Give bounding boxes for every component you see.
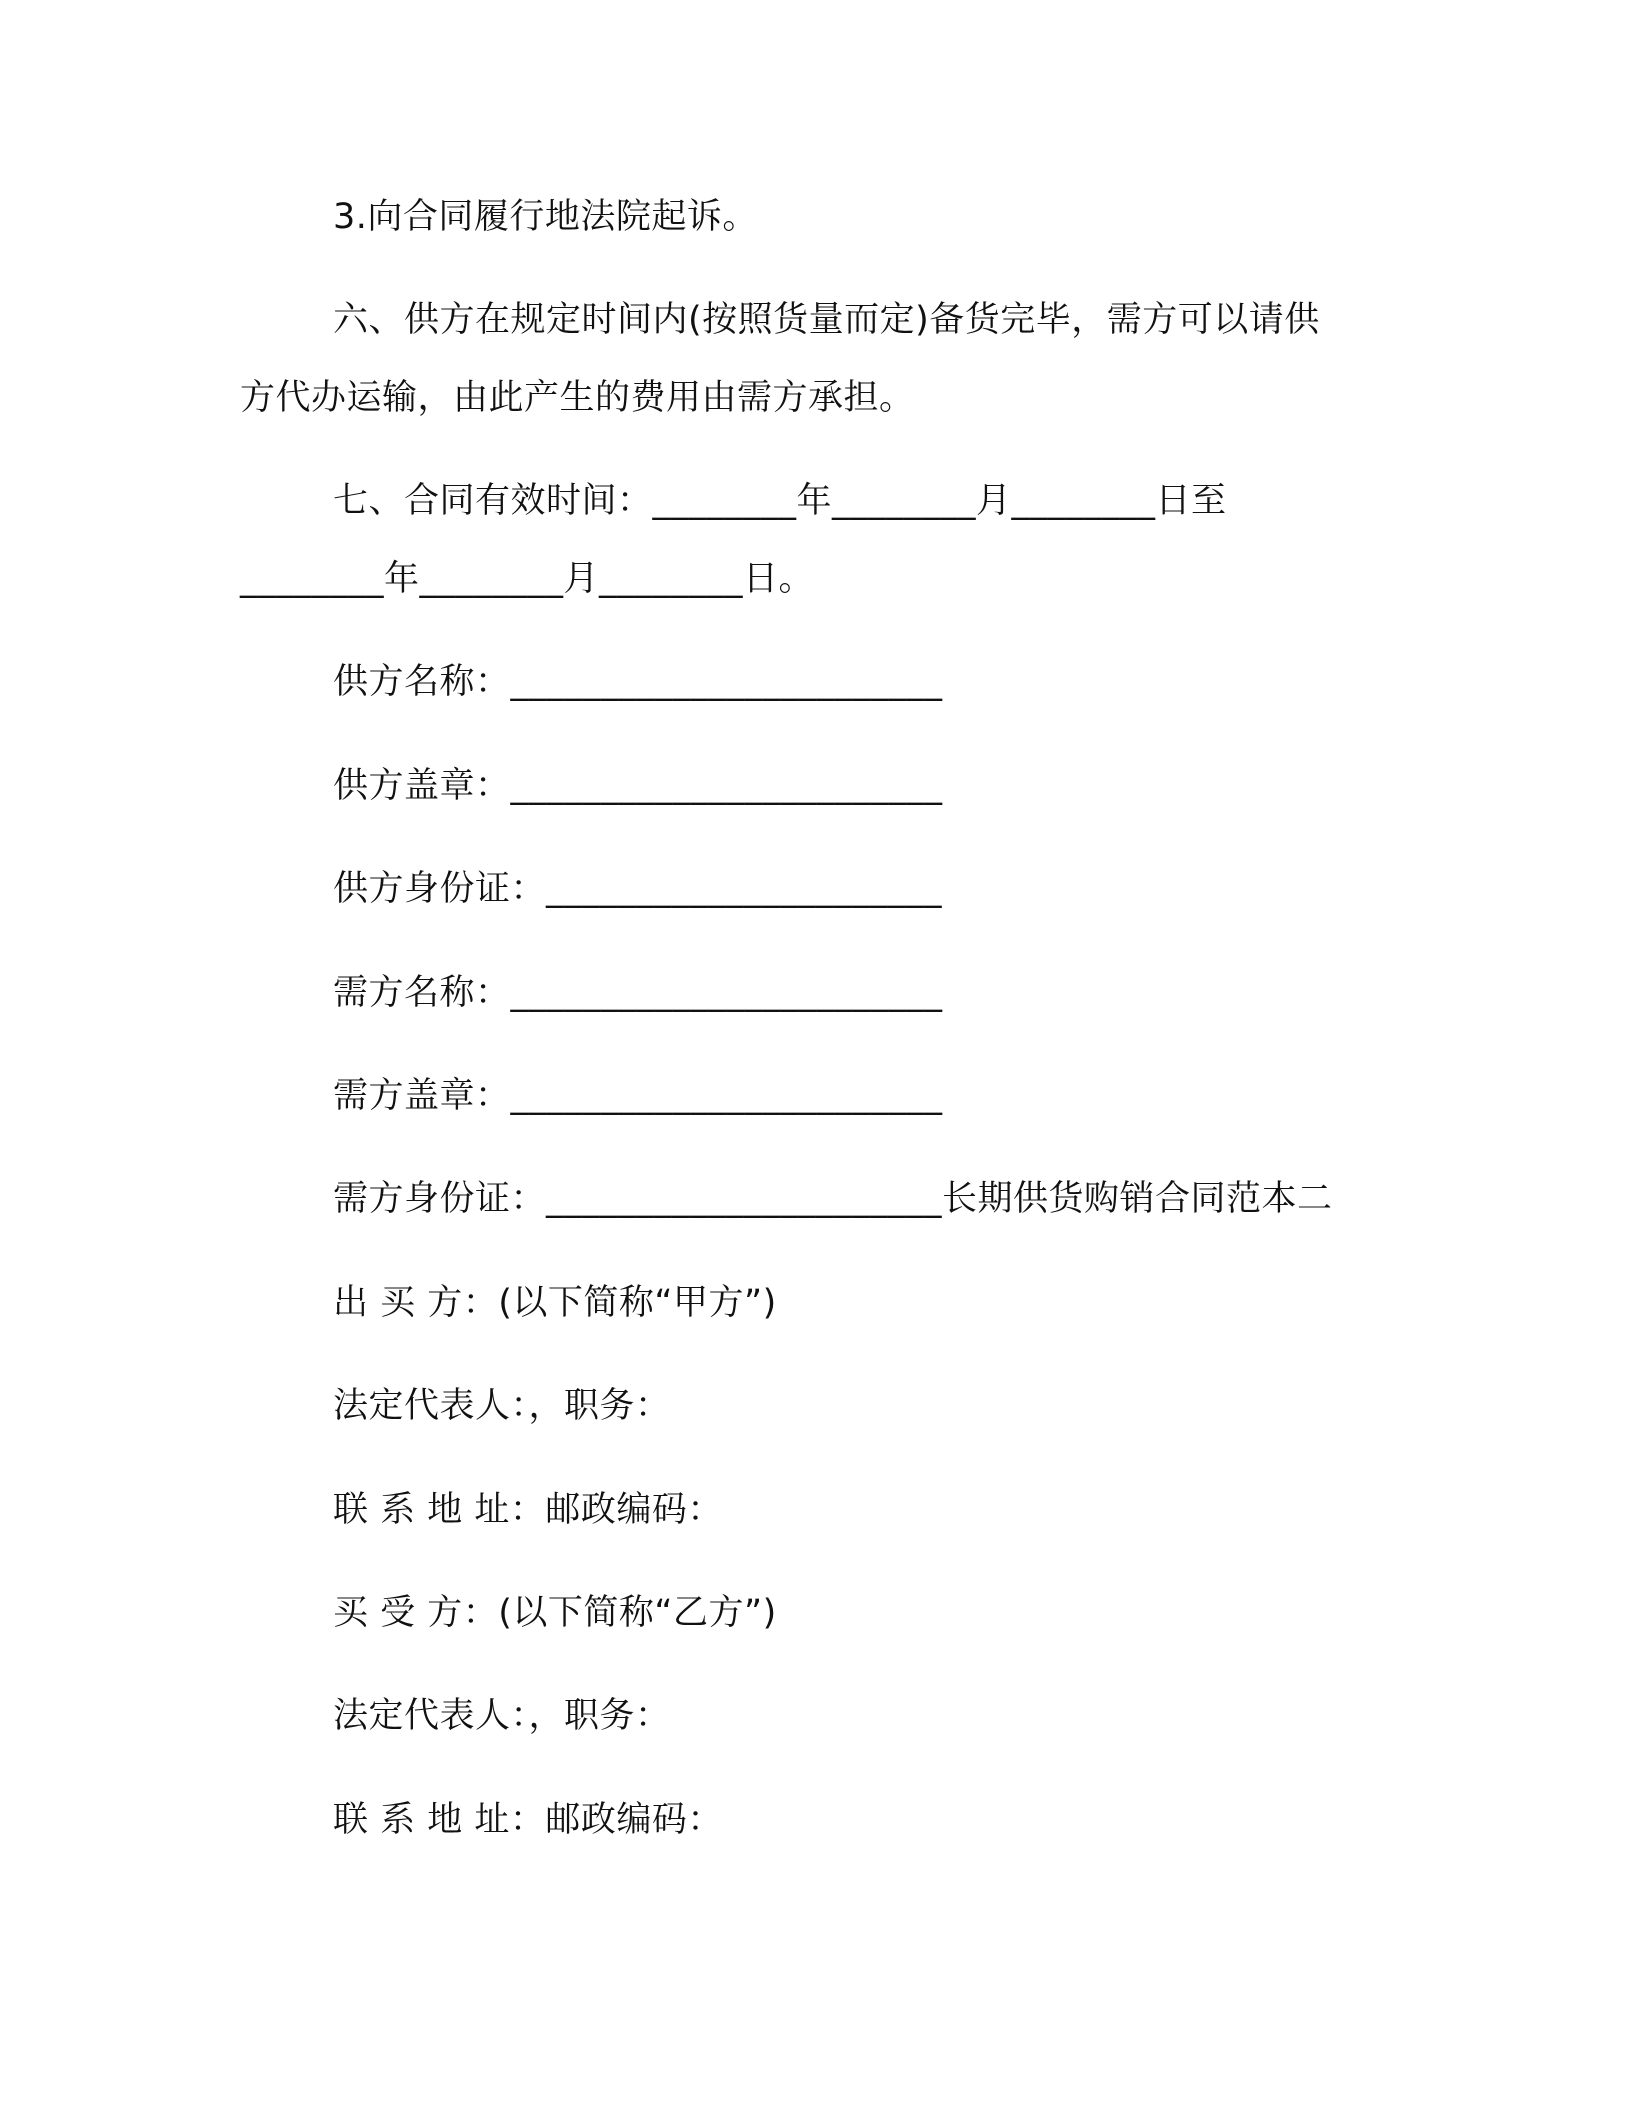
clause-7-text: 七、合同有效时间：________年________月________日至 — [333, 481, 1227, 521]
clause-6-continuation: 方代办运输，由此产生的费用由需方承担。 — [240, 378, 915, 418]
supplier-name-field: 供方名称：________________________ — [333, 662, 943, 702]
supplier-id-field: 供方身份证：______________________ — [333, 869, 943, 909]
purchaser-party-line: 买 受 方：(以下简称“乙方”) — [333, 1593, 777, 1633]
supplier-seal-field: 供方盖章：________________________ — [333, 766, 943, 806]
clause-3-text: 3.向合同履行地法院起诉。 — [333, 197, 758, 237]
buyer-id-field: 需方身份证：______________________长期供货购销合同范本二 — [333, 1179, 1333, 1219]
purchaser-representative-line: 法定代表人：，职务： — [333, 1696, 671, 1736]
purchaser-address-line: 联 系 地 址：邮政编码： — [333, 1800, 723, 1840]
clause-7-continuation: ________年________月________日。 — [240, 559, 815, 599]
seller-representative-line: 法定代表人：，职务： — [333, 1386, 671, 1426]
clause-6-text: 六、供方在规定时间内(按照货量而定)备货完毕，需方可以请供 — [333, 300, 1320, 340]
buyer-seal-field: 需方盖章：________________________ — [333, 1076, 943, 1116]
buyer-name-field: 需方名称：________________________ — [333, 973, 943, 1013]
seller-address-line: 联 系 地 址：邮政编码： — [333, 1490, 723, 1530]
seller-party-line: 出 买 方：(以下简称“甲方”) — [333, 1283, 777, 1323]
